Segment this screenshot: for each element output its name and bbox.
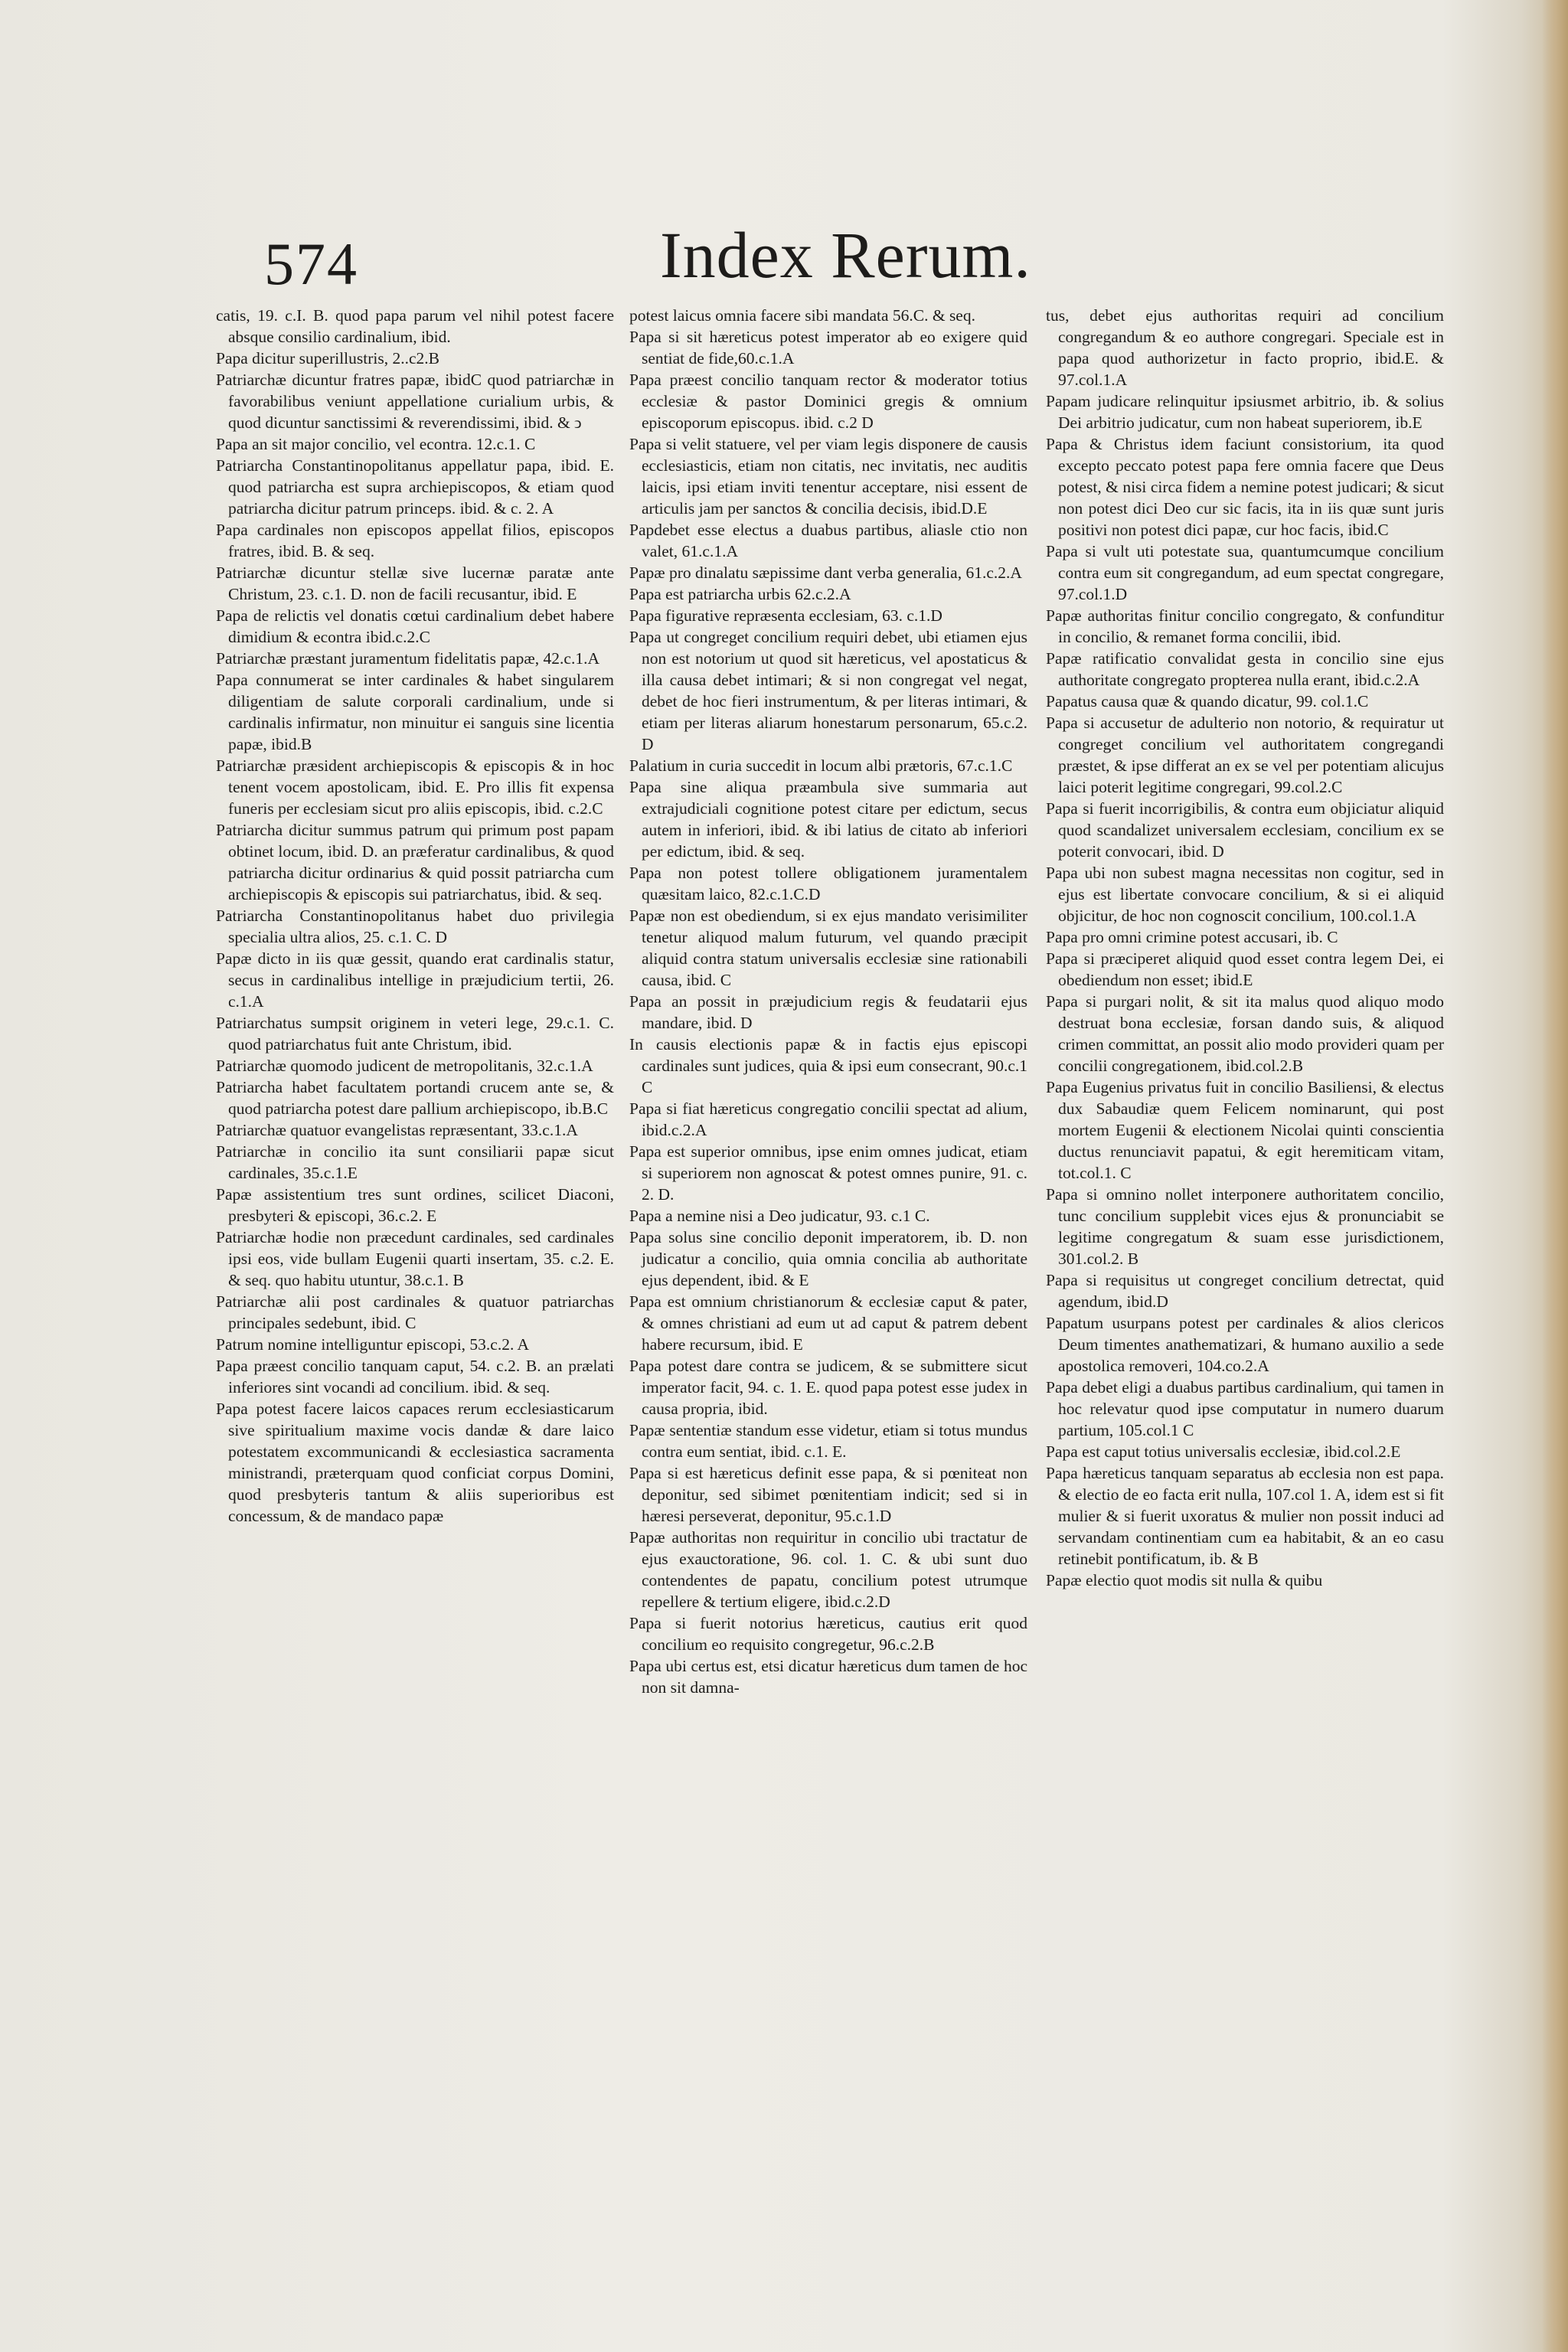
index-entry: Papam judicare relinquitur ipsiusmet arbitrio, ib. & solius Dei arbitrio judicatur, cum non habeat superiorem, ib.E — [1046, 392, 1444, 432]
index-entry: Patriarchæ dicuntur fratres papæ, ibidC quod patriarchæ in favorabilibus veniunt appellatione curialium urbis, & quod dicuntur sanctissimi & reverendissimi, ibid. & ↄ — [216, 371, 614, 432]
index-entry: Papatus causa quæ & quando dicatur, 99. col.1.C — [1046, 692, 1369, 710]
index-entry: Patriarchæ præstant juramentum fidelitatis papæ, 42.c.1.A — [216, 649, 599, 668]
page-number: 574 — [264, 230, 358, 297]
index-entry: Papæ electio quot modis sit nulla & quibu — [1046, 1571, 1323, 1589]
index-entry: Papa Eugenius privatus fuit in concilio Basiliensi, & electus dux Sabaudiæ quem Felicem nominarunt, qui post mortem Eugenii & electionem Nicolai quinti conscientia ductus renunciavit papatui, & egit heremiticam vitam, tot.col.1. C — [1046, 1078, 1444, 1182]
index-entry: Papa si vult uti potestate sua, quantumcumque concilium contra eum sit congregandum, ad eum spectat congregare, 97.col.1.D — [1046, 542, 1444, 603]
index-entry: Papa solus sine concilio deponit imperatorem, ib. D. non judicatur a concilio, quia omnia concilia ab authoritate ejus dependent, ibid. & E — [629, 1228, 1027, 1289]
index-entry: Papa si omnino nollet interponere authoritatem concilio, tunc concilium supplebit vices ejus & pronunciabit se legitime congregatum & suam esse jurisdictionem, 301.col.2. B — [1046, 1185, 1444, 1268]
index-entry: Papa de relictis vel donatis cœtui cardinalium debet habere dimidium & econtra ibid.c.2.C — [216, 606, 614, 646]
index-entry: Papæ dicto in iis quæ gessit, quando erat cardinalis statur, secus in cardinalibus intellige in præjudicium tertii, 26. c.1.A — [216, 949, 614, 1011]
index-entry: Papæ non est obediendum, si ex ejus mandato verisimiliter tenetur aliquod malum futurum, vel quando præcipit aliquid contra statum universalis ecclesiæ sine rationabili causa, ibid. C — [629, 906, 1027, 989]
index-entry: In causis electionis papæ & in factis ejus episcopi cardinales sunt judices, quia & ipsi eum consecrant, 90.c.1 C — [629, 1035, 1027, 1096]
index-entry: Papa ut congreget concilium requiri debet, ubi etiamen ejus non est notorium ut quod sit hæreticus, vel apostaticus & illa causa debet intimari; & si non congregat vel negat, debet de hoc fieri instrumentum, & per literas intimari, & etiam per literas aliarum honestarum personarum, 65.c.2. D — [629, 628, 1027, 753]
index-entry: Patriarchæ quomodo judicent de metropolitanis, 32.c.1.A — [216, 1057, 593, 1075]
index-column-3 — [1046, 305, 1444, 1591]
index-entry: tus, debet ejus authoritas requiri ad concilium congregandum & eo authore congregari. Speciale est in papa quod authorizetur in facto proprio, ibid.E. & 97.col.1.A — [1046, 306, 1444, 389]
index-entry: Papa si fuerit incorrigibilis, & contra eum objiciatur aliquid quod scandalizet universalem ecclesiam, concilium ex se poterit convocari, ibid. D — [1046, 799, 1444, 861]
page-edge-shadow — [1542, 0, 1568, 2352]
index-entry: Patriarchæ quatuor evangelistas repræsentant, 33.c.1.A — [216, 1121, 578, 1139]
index-entry: Papæ authoritas non requiritur in concilio ubi tractatur de ejus exauctoratione, 96. col. 1. C. & ubi sunt duo contendentes de papatu, concilium potest utrumque repellere & tertium eligere, ibid.c.2.D — [629, 1528, 1027, 1611]
index-entry: potest laicus omnia facere sibi mandata 56.C. & seq. — [629, 306, 975, 325]
index-entry: Papa sine aliqua præambula sive summaria aut extrajudiciali cognitione potest citare per edictum, secus autem in inferiori, ibid. & ibi latius de citato ab inferiori per edictum, ibid. & seq. — [629, 778, 1027, 861]
index-entry: Papa & Christus idem faciunt consistorium, ita quod excepto peccato potest papa fere omnia facere que Deus potest, & nisi circa fidem a nemine potest judicari; & sicut non potest dici Deo cur sic facis, ita in iis quæ sunt juris positivi non potest dici papæ, cur hoc facis, ibid.C — [1046, 435, 1444, 539]
index-entry: Patriarcha dicitur summus patrum qui primum post papam obtinet locum, ibid. D. an præferatur cardinalibus, & quod patriarcha dicitur ordinarius & quid possit patriarcha cum archiepiscopis & episcopis sui patriarchatus, ibid. & seq. — [216, 821, 614, 903]
index-entry: Patriarchæ hodie non præcedunt cardinales, sed cardinales ipsi eos, vide bullam Eugenii quarti insertam, 35. c.2. E. & seq. quo habitu utuntur, 38.c.1. B — [216, 1228, 614, 1289]
index-entry: Patriarchatus sumpsit originem in veteri lege, 29.c.1. C. quod patriarchatus fuit ante Christum, ibid. — [216, 1014, 614, 1054]
index-entry: Papa si requisitus ut congreget concilium detrectat, quid agendum, ibid.D — [1046, 1271, 1444, 1311]
index-entry: Papa non potest tollere obligationem juramentalem quæsitam laico, 82.c.1.C.D — [629, 864, 1027, 903]
index-entry: Papatum usurpans potest per cardinales & alios clericos Deum timentes anathematizari, & humano auxilio a sede apostolica removeri, 104.co.2.A — [1046, 1314, 1444, 1375]
index-entry: Patriarcha habet facultatem portandi crucem ante se, & quod patriarcha potest dare pallium archiepiscopo, ib.B.C — [216, 1078, 614, 1118]
index-entry: Papa debet eligi a duabus partibus cardinalium, qui tamen in hoc relevatur quod ipse computatur in numero duarum partium, 105.col.1 C — [1046, 1378, 1444, 1439]
index-entry: Patriarchæ dicuntur stellæ sive lucernæ paratæ ante Christum, 23. c.1. D. non de facili recusantur, ibid. E — [216, 564, 614, 603]
index-entry: Papa ubi certus est, etsi dicatur hæreticus dum tamen de hoc non sit damna- — [629, 1657, 1027, 1697]
index-entry: Papæ ratificatio convalidat gesta in concilio sine ejus authoritate congregato propterea nulla erant, ibid.c.2.A — [1046, 649, 1444, 689]
index-entry: Papa est omnium christianorum & ecclesiæ caput & pater, & omnes christiani ad eum ut ad caput & patrem debent habere recursum, ibid. E — [629, 1292, 1027, 1354]
index-entry: Papa est superior omnibus, ipse enim omnes judicat, etiam si superiorem non agnoscat & potest omnes punire, 91. c. 2. D. — [629, 1142, 1027, 1204]
index-entry: Papa pro omni crimine potest accusari, ib. C — [1046, 928, 1338, 946]
index-entry: Papa cardinales non episcopos appellat filios, episcopos fratres, ibid. B. & seq. — [216, 521, 614, 560]
index-entry: Papa si velit statuere, vel per viam legis disponere de causis ecclesiasticis, etiam non citatis, nec invitatis, nec auditis laicis, ipsi etiam inviti tenentur acceptare, nisi essent de articulis jam per sanctos & concilia decisis, ibid.D.E — [629, 435, 1027, 518]
index-entry: Papa si purgari nolit, & sit ita malus quod aliquo modo destruat bona ecclesiæ, forsan dando suis, & aliquod crimen committat, an possit alio modo provideri quam per concilii congregationem, ibid.col.2.B — [1046, 992, 1444, 1075]
index-entry: Papa præest concilio tanquam rector & moderator totius ecclesiæ & pastor Dominici gregis & omnium episcoporum episcopus. ibid. c.2 D — [629, 371, 1027, 432]
index-entry: Papa est patriarcha urbis 62.c.2.A — [629, 585, 851, 603]
index-entry: Papa an sit major concilio, vel econtra. 12.c.1. C — [216, 435, 536, 453]
index-entry: Papa potest dare contra se judicem, & se submittere sicut imperator facit, 94. c. 1. E. quod papa potest esse judex in causa propria, ibid. — [629, 1357, 1027, 1418]
index-entry: Papa præest concilio tanquam caput, 54. c.2. B. an prælati inferiores sint vocandi ad concilium. ibid. & seq. — [216, 1357, 614, 1396]
index-entry: Patrum nomine intelliguntur episcopi, 53.c.2. A — [216, 1335, 530, 1354]
index-entry: catis, 19. c.I. B. quod papa parum vel nihil potest facere absque consilio cardinalium, ibid. — [216, 306, 614, 346]
index-entry: Papa connumerat se inter cardinales & habet singularem diligentiam de salute corporali cardinalium, unde si cardinalis infirmatur, non minuitur ei sanguis sine licentia papæ, ibid.B — [216, 671, 614, 753]
index-entry: Papa si accusetur de adulterio non notorio, & requiratur ut congreget concilium vel authoritatem congregandi præstet, & ipse differat an ex se vel per potentiam alicujus laici poterit legitime congregari, 99.col.2.C — [1046, 714, 1444, 796]
index-entry: Papa ubi non subest magna necessitas non cogitur, sed in ejus est libertate convocare concilium, & si ei aliquid objicitur, de hoc non cognoscit concilium, 100.col.1.A — [1046, 864, 1444, 925]
index-entry: Papa si fiat hæreticus congregatio concilii spectat ad alium, ibid.c.2.A — [629, 1099, 1027, 1139]
index-entry: Papa dicitur superillustris, 2..c2.B — [216, 349, 440, 368]
index-entry: Papæ assistentium tres sunt ordines, scilicet Diaconi, presbyteri & episcopi, 36.c.2. E — [216, 1185, 614, 1225]
index-entry: Papæ sententiæ standum esse videtur, etiam si totus mundus contra eum sentiat, ibid. c.1. E. — [629, 1421, 1027, 1461]
index-entry: Papa si est hæreticus definit esse papa, & si pœniteat non deponitur, sed sibimet pœnitentiam indicit; sed si in hæresi perseverat, deponitur, 95.c.1.D — [629, 1464, 1027, 1525]
index-entry: Patriarcha Constantinopolitanus appellatur papa, ibid. E. quod patriarcha est supra archiepiscopos, & etiam quod patriarcha dicitur patrum princeps. ibid. & c. 2. A — [216, 456, 614, 518]
index-entry: Papa an possit in præjudicium regis & feudatarii ejus mandare, ibid. D — [629, 992, 1027, 1032]
index-entry: Papa si fuerit notorius hæreticus, cautius erit quod concilium eo requisito congregetur, 96.c.2.B — [629, 1614, 1027, 1654]
index-entry: Papa figurative repræsenta ecclesiam, 63. c.1.D — [629, 606, 942, 625]
index-entry: Palatium in curia succedit in locum albi prætoris, 67.c.1.C — [629, 756, 1013, 775]
index-entry: Papa hæreticus tanquam separatus ab ecclesia non est papa. & electio de eo facta erit nulla, 107.col 1. A, idem est si fit mulier & si fuerit uxoratus & mulier non possit induci ad servandam continentiam cum ea habitabit, & an eo casu retinebit pontificatum, ib. & B — [1046, 1464, 1444, 1568]
index-entry: Papa si sit hæreticus potest imperator ab eo exigere quid sentiat de fide,60.c.1.A — [629, 328, 1027, 368]
index-entry: Papæ pro dinalatu sæpissime dant verba generalia, 61.c.2.A — [629, 564, 1022, 582]
index-entry: Papa est caput totius universalis ecclesiæ, ibid.col.2.E — [1046, 1442, 1401, 1461]
index-entry: Patriarchæ alii post cardinales & quatuor patriarchas principales sedebunt, ibid. C — [216, 1292, 614, 1332]
index-entry: Papa potest facere laicos capaces rerum ecclesiasticarum sive spiritualium maxime vocis dandæ & dare laico potestatem excommunicandi & ecclesiastica sacramenta ministrandi, præterquam quod conficiat corpus Domini, quod presbyteris tantum & aliis superioribus est concessum, & de mandaco papæ — [216, 1400, 614, 1525]
index-entry: Patriarchæ in concilio ita sunt consiliarii papæ sicut cardinales, 35.c.1.E — [216, 1142, 614, 1182]
index-entry: Papæ authoritas finitur concilio congregato, & confunditur in concilio, & remanet forma concilii, ibid. — [1046, 606, 1444, 646]
index-entry: Papa si præciperet aliquid quod esset contra legem Dei, ei obediendum non esset; ibid.E — [1046, 949, 1444, 989]
index-entry: Patriarchæ præsident archiepiscopis & episcopis & in hoc tenent vocem apostolicam, ibid. E. Pro illis fit expensa funeris per ecclesiam sicut pro aliis episcopis, ibid. c.2.C — [216, 756, 614, 818]
running-head-title: Index Rerum. — [660, 218, 1031, 292]
index-entry: Papa a nemine nisi a Deo judicatur, 93. c.1 C. — [629, 1207, 930, 1225]
index-column-2 — [629, 305, 1027, 1698]
index-entry: Papdebet esse electus a duabus partibus, aliasle ctio non valet, 61.c.1.A — [629, 521, 1027, 560]
index-entry: Patriarcha Constantinopolitanus habet duo privilegia specialia ultra alios, 25. c.1. C. D — [216, 906, 614, 946]
index-column-1 — [216, 305, 614, 1527]
